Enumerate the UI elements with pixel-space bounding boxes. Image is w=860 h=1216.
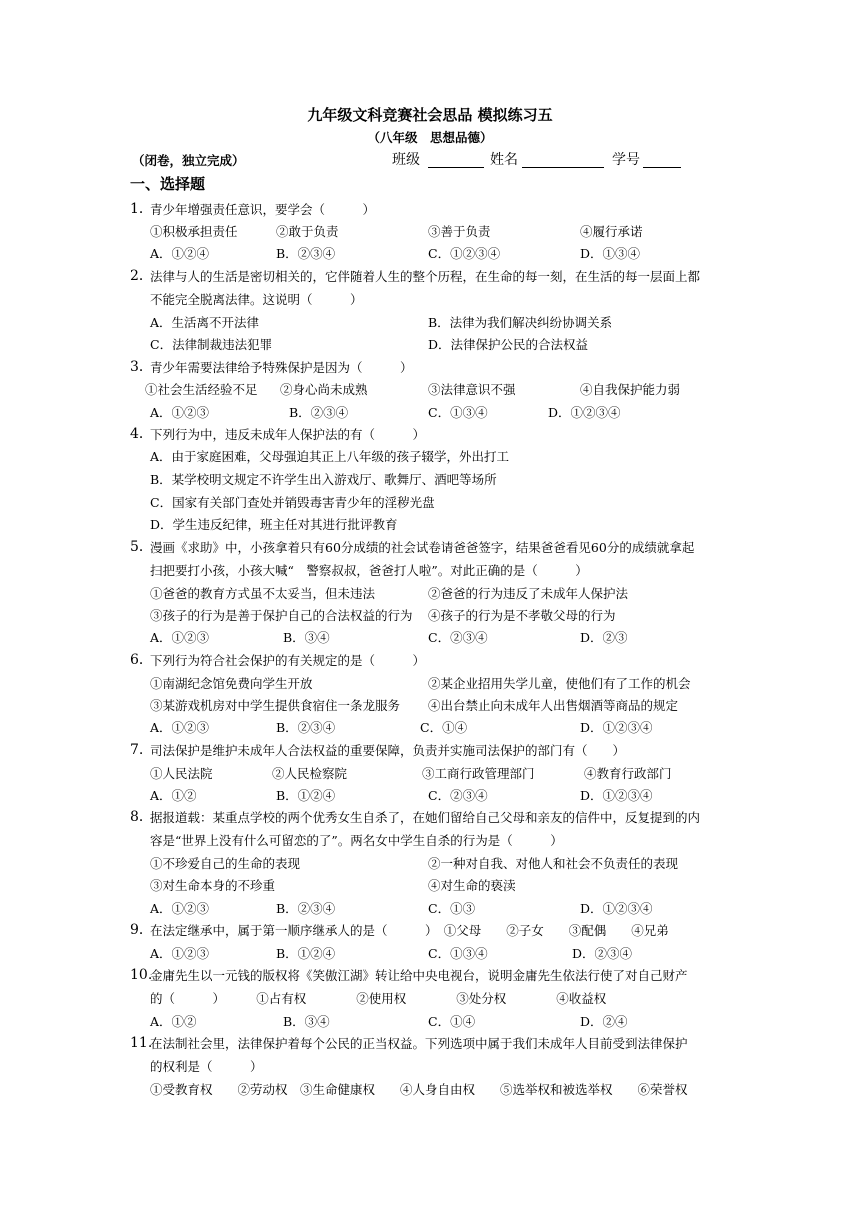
question-number: 4． bbox=[130, 426, 153, 442]
option-item: ①爸爸的教育方式虽不太妥当，但未违法 bbox=[150, 586, 376, 601]
option-item: B．②③④ bbox=[289, 405, 349, 420]
option-item: ③工商行政管理部门 bbox=[422, 766, 535, 781]
option-item: D．①②③④ bbox=[580, 720, 653, 735]
option-item: ②人民检察院 bbox=[272, 766, 348, 781]
option-item: B．③④ bbox=[283, 630, 330, 645]
option-item: C．法律制裁违法犯罪 bbox=[150, 337, 273, 352]
option-item: C．①③ bbox=[428, 901, 476, 916]
option-item: B．②③④ bbox=[276, 246, 336, 261]
option-item: ④教育行政部门 bbox=[584, 766, 672, 781]
option-item: B．①②④ bbox=[276, 788, 336, 803]
class-blank bbox=[428, 153, 484, 168]
option-item: C．①④ bbox=[420, 720, 468, 735]
question-text: 青少年增强责任意识，要学会（ ） bbox=[150, 202, 376, 217]
option-item: A．生活离不开法律 bbox=[150, 315, 260, 330]
question-number: 7. bbox=[130, 742, 144, 758]
option-item: B．②③④ bbox=[276, 901, 336, 916]
option-item: ②爸爸的行为违反了未成年人保护法 bbox=[428, 586, 629, 601]
name-label: 姓名 bbox=[490, 152, 518, 168]
page-title: 九年级文科竞赛社会思品 模拟练习五 bbox=[307, 106, 553, 124]
question-text: 漫画《求助》中，小孩拿着只有60分成绩的社会试卷请爸爸签字，结果爸爸看见60分的成绩就拿起 bbox=[150, 540, 695, 555]
question-number: 11. bbox=[130, 1035, 153, 1051]
option-item: C．①②③④ bbox=[428, 246, 501, 261]
question-text: 司法保护是维护未成年人合法权益的重要保障，负责并实施司法保护的部门有（ ） bbox=[150, 743, 626, 758]
question-number: 1． bbox=[130, 201, 153, 217]
option-item: D．②④ bbox=[580, 1014, 628, 1029]
option-item: B．法律为我们解决纠纷协调关系 bbox=[428, 315, 613, 330]
option-item: B．③④ bbox=[283, 1014, 330, 1029]
option-item: ③善于负责 bbox=[428, 224, 491, 239]
question-text: 据报道载：某重点学校的两个优秀女生自杀了，在她们留给自己父母和亲友的信件中，反复提到的内 bbox=[150, 810, 701, 825]
option-item: A．①② bbox=[150, 788, 197, 803]
option-item: ①不珍爱自己的生命的表现 bbox=[150, 856, 301, 871]
question-text: 下列行为符合社会保护的有关规定的是（ ） bbox=[150, 653, 426, 668]
option-item: B．某学校明文规定不许学生出入游戏厅、歌舞厅、酒吧等场所 bbox=[150, 472, 497, 487]
question-number: 10. bbox=[130, 967, 153, 983]
option-item: C．国家有关部门查处并销毁毒害青少年的淫秽光盘 bbox=[150, 495, 435, 510]
question-text: 的（ ） ①占有权 ②使用权 ③处分权 ④收益权 bbox=[150, 991, 607, 1006]
name-blank bbox=[522, 153, 604, 168]
option-item: A．①②③ bbox=[150, 946, 210, 961]
option-item: B．①②④ bbox=[276, 946, 336, 961]
option-item: ③法律意识不强 bbox=[428, 382, 516, 397]
question-number: 3． bbox=[130, 359, 153, 375]
option-item: A．①② bbox=[150, 1014, 197, 1029]
option-item: A．①②③ bbox=[150, 405, 210, 420]
question-text: 不能完全脱离法律。这说明（ ） bbox=[150, 292, 363, 307]
question-text: 下列行为中，违反未成年人保护法的有（ ） bbox=[150, 427, 426, 442]
option-item: ②敢于负责 bbox=[276, 224, 339, 239]
option-item: ①受教育权 ②劳动权 ③生命健康权 ④人身自由权 ⑤选举权和被选举权 ⑥荣誉权 bbox=[150, 1082, 688, 1097]
question-number: 9． bbox=[130, 922, 153, 938]
option-item: D．②③ bbox=[580, 630, 628, 645]
option-item: ④出台禁止向未成年人出售烟酒等商品的规定 bbox=[428, 698, 679, 713]
page-subtitle: （八年级 思想品德） bbox=[367, 130, 493, 145]
question-text: 在法定继承中，属于第一顺序继承人的是（ ） ①父母 ②子女 ③配偶 ④兄弟 bbox=[150, 923, 669, 938]
question-text: 容是“世界上没有什么可留恋的了”。两名女中学生自杀的行为是（ ） bbox=[150, 833, 563, 848]
option-item: ④孩子的行为是不孝敬父母的行为 bbox=[428, 608, 616, 623]
option-item: D．②③④ bbox=[572, 946, 633, 961]
option-item: D．①②③④ bbox=[580, 901, 653, 916]
option-item: C．①④ bbox=[428, 1014, 476, 1029]
question-text: 扫把要打小孩，小孩大喊“ 警察叔叔，爸爸打人啦”。对此正确的是（ ） bbox=[150, 563, 588, 578]
option-item: ①积极承担责任 bbox=[150, 224, 238, 239]
section-heading: 一、选择题 bbox=[130, 175, 206, 193]
option-item: A．①②③ bbox=[150, 901, 210, 916]
option-item: D．①③④ bbox=[580, 246, 641, 261]
option-item: D．①②③④ bbox=[548, 405, 621, 420]
option-item: ③孩子的行为是善于保护自己的合法权益的行为 bbox=[150, 608, 413, 623]
question-text: 在法制社会里，法律保护着每个公民的正当权益。下列选项中属于我们未成年人目前受到法律保护 bbox=[150, 1036, 688, 1051]
question-text: 法律与人的生活是密切相关的，它伴随着人生的整个历程，在生命的每一刻，在生活的每一层面上都 bbox=[150, 269, 701, 284]
option-item: ②某企业招用失学儿童，使他们有了工作的机会 bbox=[428, 676, 691, 691]
option-item: ①人民法院 bbox=[150, 766, 213, 781]
option-item: A．①②④ bbox=[150, 246, 210, 261]
option-item: C．②③④ bbox=[428, 788, 488, 803]
exam-mode: （闭卷，独立完成） bbox=[132, 153, 245, 168]
option-item: C．①③④ bbox=[428, 405, 488, 420]
question-number: 5． bbox=[130, 539, 153, 555]
option-item: C．①③④ bbox=[428, 946, 488, 961]
number-blank bbox=[643, 153, 681, 168]
question-number: 2． bbox=[130, 268, 153, 284]
option-item: D．学生违反纪律，班主任对其进行批评教育 bbox=[150, 517, 398, 532]
option-item: ②身心尚未成熟 bbox=[280, 382, 368, 397]
option-item: D．①②③④ bbox=[580, 788, 653, 803]
option-item: A．由于家庭困难，父母强迫其正上八年级的孩子辍学，外出打工 bbox=[150, 449, 510, 464]
class-label: 班级 bbox=[392, 152, 420, 168]
question-text: 的权利是（ ） bbox=[150, 1059, 263, 1074]
option-item: D．法律保护公民的合法权益 bbox=[428, 337, 589, 352]
question-number: 8． bbox=[130, 809, 153, 825]
option-item: ①社会生活经验不足 bbox=[145, 382, 258, 397]
option-item: ②一种对自我、对他人和社会不负责任的表现 bbox=[428, 856, 679, 871]
option-item: ④履行承诺 bbox=[580, 224, 643, 239]
number-label: 学号 bbox=[612, 152, 640, 168]
option-item: A．①②③ bbox=[150, 630, 210, 645]
option-item: ③对生命本身的不珍重 bbox=[150, 878, 276, 893]
option-item: ①南湖纪念馆免费向学生开放 bbox=[150, 676, 313, 691]
option-item: A．①②③ bbox=[150, 720, 210, 735]
question-text: 青少年需要法律给予特殊保护是因为（ ） bbox=[150, 360, 413, 375]
question-number: 6． bbox=[130, 652, 153, 668]
question-text: 金庸先生以一元钱的版权将《笑傲江湖》转让给中央电视台，说明金庸先生依法行使了对自己财产 bbox=[150, 968, 688, 983]
option-item: ④自我保护能力弱 bbox=[580, 382, 681, 397]
option-item: C．②③④ bbox=[428, 630, 488, 645]
option-item: ④对生命的亵渎 bbox=[428, 878, 516, 893]
option-item: B．②③④ bbox=[276, 720, 336, 735]
option-item: ③某游戏机房对中学生提供食宿住一条龙服务 bbox=[150, 698, 401, 713]
